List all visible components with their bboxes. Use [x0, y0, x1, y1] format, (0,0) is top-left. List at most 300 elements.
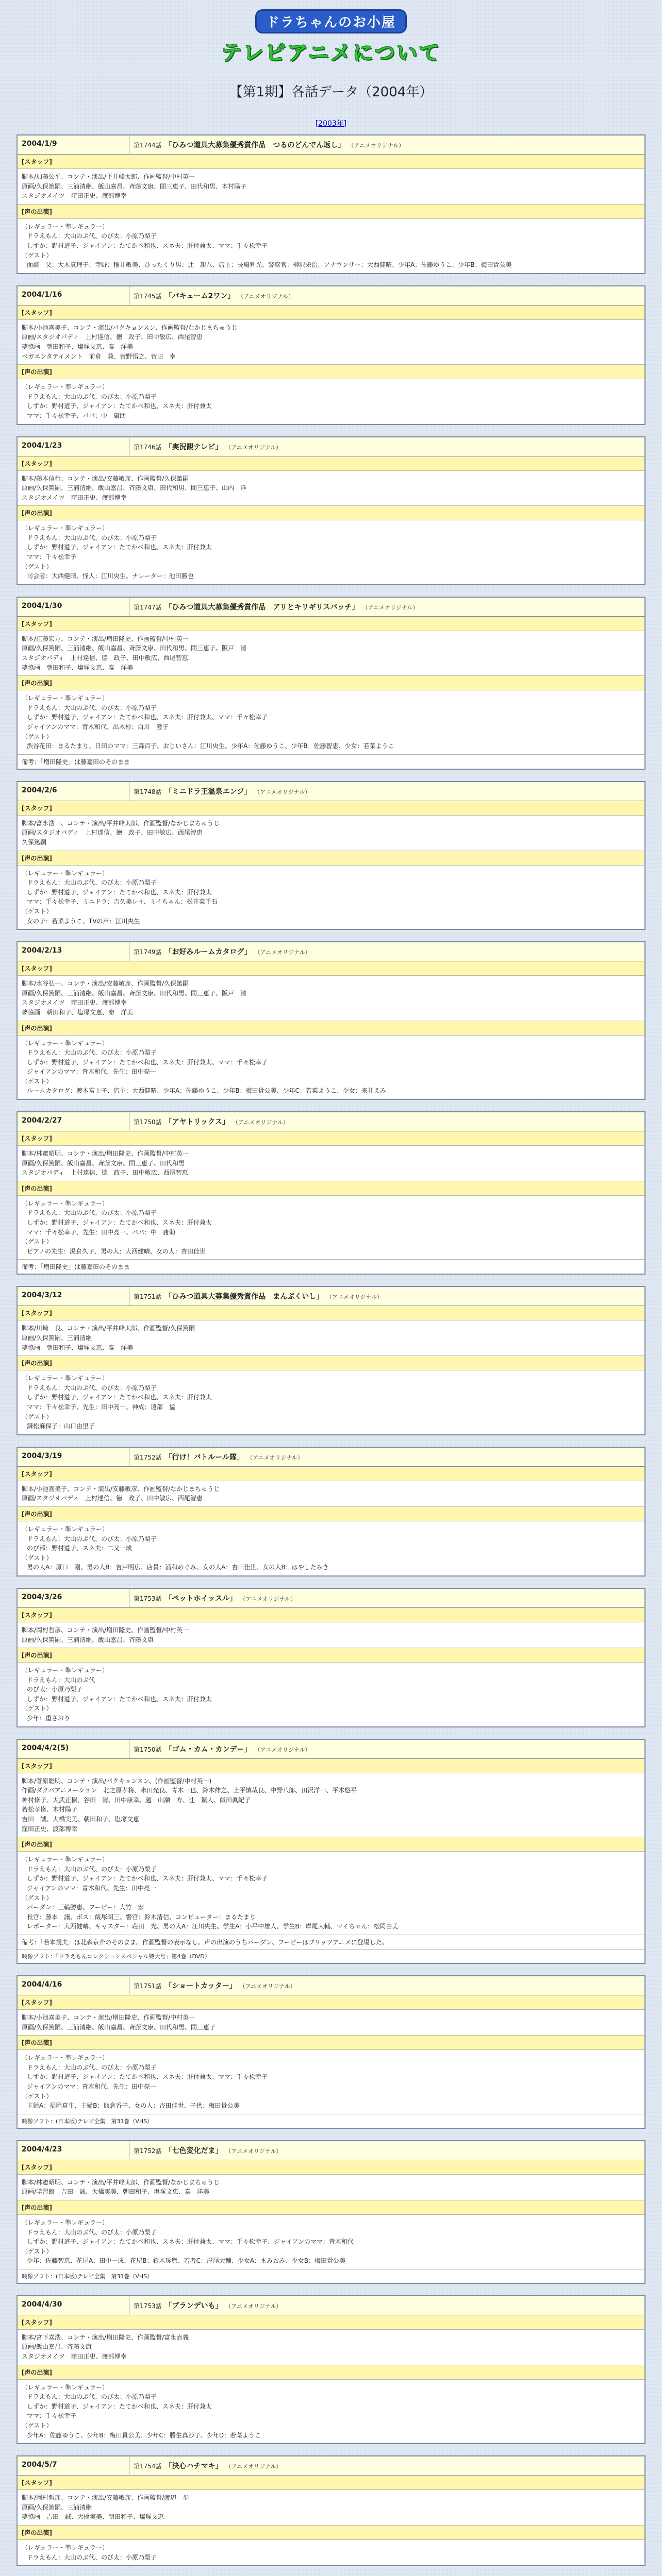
cast-line: 主婦A：福岡真生、主婦B：熊倉香子、女の人：杏田佳世、子供：梅田貴公美	[27, 2102, 240, 2110]
staff-section-label: [スタッフ]	[18, 1608, 644, 1622]
episode-note: 備考：「増田隆史」は藤嘉田のそのまま	[22, 1263, 130, 1271]
staff-list	[18, 320, 644, 365]
cast-list	[18, 2050, 644, 2114]
episode-date: 2004/1/30	[18, 598, 129, 616]
staff-list	[18, 1622, 644, 1648]
cast-line: しずか：野村道子、ジャイアン：たてかべ和也、スネ夫：肝付兼太、ママ：千々松幸子	[27, 1875, 268, 1883]
cast-line: ドラえもん：大山のぶ代、のび太：小原乃梨子	[27, 2228, 157, 2236]
cast-line: ジャイアンのママ：青木和代、先生：田中亮一	[27, 1068, 156, 1076]
cast-list	[18, 1521, 644, 1575]
episode-title-cell	[129, 1740, 644, 1758]
cast-line: ドラえもん：大山のぶ代、のび太：小原乃梨子	[27, 2553, 157, 2561]
staff-line: 原画/久保篤嗣、三浦清継	[22, 1334, 92, 1342]
cast-section-label: [声の出演]	[18, 851, 644, 866]
cast-section-label: [声の出演]	[18, 365, 644, 379]
episode-date: 2004/4/16	[18, 1976, 129, 1995]
logo-main-text: テレビアニメについて	[221, 41, 441, 65]
cast-line: ママ：千々松幸子、パパ：中 庸助	[27, 412, 126, 419]
staff-list	[18, 169, 644, 205]
staff-list	[18, 2175, 644, 2200]
staff-line: 原画/スタジオパディ 上村達信、徳 政子、田中敏広、西尾智恵	[22, 333, 203, 341]
cast-list	[18, 1370, 644, 1434]
episode-header	[18, 1976, 644, 1995]
cast-list	[18, 866, 644, 929]
cast-line: 鎌松麻保子：山口由里子	[27, 1422, 95, 1430]
episode-source-tag: （アニメオリジナル）	[225, 444, 282, 451]
staff-list	[18, 976, 644, 1021]
staff-line: スタジオパディ 上村達信、徳 政子、田中敏広、西尾智恵	[22, 654, 188, 662]
cast-line: ドラえもん：大山のぶ代、のび太：小原乃梨子	[27, 1209, 157, 1217]
staff-line: 脚本/小池喜美子、コンテ・演出/増田隆史、作画監督/中村英一	[22, 2013, 195, 2021]
episode-number: 第1744話	[134, 142, 162, 149]
cast-line: ドラえもん：大山のぶ代、のび太：小原乃梨子	[27, 2393, 157, 2401]
episode-title: 「ブランデいも」	[164, 2301, 223, 2310]
staff-line: 夢協画 吉田 誠、大橋実美、朝田和子、塩塚文恵	[22, 2513, 164, 2521]
episode-block	[16, 2295, 646, 2444]
cast-line: ドラえもん：大山のぶ代、のび太：小原乃梨子	[27, 1535, 157, 1543]
staff-line: 原画/久保篤嗣、三浦清継、飯山嘉昌、斉藤文康、田代和男、間三恵子、阪戸 清	[22, 645, 247, 652]
episode-header	[18, 1112, 644, 1131]
staff-list	[18, 1481, 644, 1507]
cast-section-label: [声の出演]	[18, 676, 644, 690]
cast-line: （ゲスト）	[22, 1705, 53, 1713]
cast-list	[18, 1852, 644, 1935]
episode-title-cell	[129, 1448, 644, 1466]
episode-number: 第1746話	[134, 443, 162, 451]
staff-line: 原画/久保篤嗣、三浦清継	[22, 2503, 92, 2511]
cast-line: ドラえもん：大山のぶ代、のび太：小原乃梨子	[27, 534, 157, 541]
cast-line: ジャイアンのママ：青木和代、先生：田中亮一	[27, 2082, 156, 2090]
episode-header	[18, 2296, 644, 2315]
episode-title-cell	[129, 598, 644, 616]
episode-title-cell	[129, 1976, 644, 1995]
episode-number: 第1753話	[134, 2302, 162, 2310]
episode-title-cell	[129, 437, 644, 456]
staff-list	[18, 631, 644, 676]
cast-line: （ゲスト）	[22, 2247, 53, 2255]
cast-line: ドラえもん：大山のぶ代、のび太：小原乃梨子	[27, 1384, 157, 1392]
cast-section-label: [声の出演]	[18, 2200, 644, 2215]
episode-title-cell	[129, 1112, 644, 1131]
cast-list	[18, 2380, 644, 2444]
cast-list	[18, 1036, 644, 1099]
episode-date: 2004/1/23	[18, 437, 129, 456]
staff-section-label: [スタッフ]	[18, 2476, 644, 2490]
episode-title: 「ゴム・カム・カンデー」	[164, 1745, 252, 1754]
cast-line: （ゲスト）	[22, 563, 53, 570]
cast-list	[18, 690, 644, 755]
cast-line: （ゲスト）	[22, 1554, 53, 1562]
cast-line: しずか：野村道子、ジャイアン：たてかべ和也、スネ夫：肝付兼太	[27, 1695, 212, 1703]
staff-list	[18, 1320, 644, 1356]
cast-line: ドラえもん：大山のぶ代、のび太：小原乃梨子	[27, 393, 157, 400]
site-logo[interactable]	[16, 0, 646, 65]
staff-line: スタジオメイツ 窪田正史、渡部博幸	[22, 494, 127, 501]
staff-line: スタジオメイツ 窪田正史、渡部博幸	[22, 192, 127, 200]
episode-block	[16, 1588, 646, 1727]
cast-section-label: [声の出演]	[18, 1507, 644, 1521]
episode-source-tag: （アニメオリジナル）	[362, 604, 419, 611]
episode-block	[16, 1447, 646, 1577]
staff-line: スタジオパディ 上村達信、徳 政子、田中敏広、西尾智恵	[22, 1169, 188, 1177]
episode-title-cell	[129, 135, 644, 154]
cast-section-label: [声の出演]	[18, 1648, 644, 1663]
media-release-note: 映像ソフト：「ドラえもんコレクションスペシャル特大号」第4巻（DVD）	[22, 1953, 210, 1960]
episode-number: 第1745話	[134, 292, 162, 300]
episode-source-tag: （アニメオリジナル）	[225, 2147, 282, 2155]
cast-line: 司会者：大西健晴、怪人：江川央生、ナレーター：池田勝也	[27, 572, 194, 580]
staff-line: 脚本/水谷弘一、コンテ・演出/安藤敏彦、作画監督/久保篤嗣	[22, 980, 189, 988]
cast-list	[18, 379, 644, 423]
staff-line: 脚本/岡村哲彦、コンテ・演出/安藤敏彦、作画監督/渡辺 歩	[22, 2494, 189, 2502]
cast-line: ママ：千々松幸子、ミニドラ：吉久美レイ、ミイちゃん：松井菜千石	[27, 898, 218, 906]
episode-source-tag: （アニメオリジナル）	[225, 2302, 282, 2310]
cast-line: ママ：千々松幸子、先生：田中亮一、パパ：中 庸助	[27, 1228, 176, 1236]
cast-list	[18, 219, 644, 273]
episode-title-cell	[129, 286, 644, 305]
staff-line: 原画/久保篤嗣、三浦清継、飯山嘉昌、斉藤文康、田代和男、間三恵子、阪戸 清	[22, 989, 247, 997]
cast-line: （レギュラー・準レギュラー）	[22, 2218, 109, 2226]
staff-line: 原画/久保篤嗣、三浦清継、飯山嘉昌、斉藤文康、間三恵子、田代和男、木村陽子	[22, 182, 247, 190]
episode-date: 2004/1/9	[18, 135, 129, 154]
episode-source-tag: （アニメオリジナル）	[254, 1746, 311, 1753]
episode-header	[18, 782, 644, 801]
episode-header	[18, 2141, 644, 2160]
page	[16, 0, 646, 2566]
episode-title: 「行け！バトルール隊」	[164, 1453, 244, 1462]
staff-section-label: [スタッフ]	[18, 2315, 644, 2330]
cast-line: （レギュラー・準レギュラー）	[22, 1525, 109, 1533]
cast-line: ジャイアンのママ：青木和代、先生：田中亮一	[27, 1885, 156, 1892]
episode-block	[16, 436, 646, 585]
staff-section-label: [スタッフ]	[18, 1467, 644, 1481]
cast-line: （ゲスト）	[22, 1238, 53, 1246]
cast-line: （ゲスト）	[22, 251, 53, 259]
cast-line: しずか：野村道子、ジャイアン：たてかべ和也、スネ夫：肝付兼太、ママ：千々松幸子	[27, 714, 268, 721]
episode-title: 「アヤトリックス」	[164, 1118, 229, 1127]
year-link-2003[interactable]: [2003年]	[315, 120, 347, 128]
staff-section-label: [スタッフ]	[18, 1759, 644, 1773]
staff-line: スタジオメイツ 窪田正史、渡部博幸	[22, 2353, 127, 2361]
episode-number: 第1749話	[134, 948, 162, 956]
staff-line: 脚本/小池喜美子、コンテ・演出/パクキョンスン、作画監督/なかじまちゅうじ	[22, 324, 238, 331]
episode-note: 備考：「増田隆史」は藤嘉田のそのまま	[22, 758, 130, 766]
episode-block	[16, 1975, 646, 2129]
episode-source-tag: （アニメオリジナル）	[254, 788, 311, 795]
cast-line: （ゲスト）	[22, 2092, 53, 2100]
staff-section-label: [スタッフ]	[18, 1306, 644, 1320]
episode-title: 「ひみつ道具大募集優秀賞作品 まんぷくいし」	[164, 1293, 324, 1301]
cast-line: しずか：野村道子、ジャイアン：たてかべ和也、スネ夫：肝付兼太	[27, 1219, 212, 1227]
cast-list	[18, 1196, 644, 1260]
cast-line: 少年A：佐藤ゆうこ、少年B：梅田貴公美、少年C：勝生真沙子、少年D：若菜ようこ	[27, 2431, 261, 2439]
episode-header	[18, 1740, 644, 1759]
episode-list	[16, 134, 646, 2566]
episode-block	[16, 597, 646, 770]
staff-line: 夢協画 朝田和子、塩塚文恵、秦 洋美	[22, 1008, 134, 1016]
cast-line: （レギュラー・準レギュラー）	[22, 1199, 109, 1207]
episode-date: 2004/2/27	[18, 1112, 129, 1131]
cast-line: （レギュラー・準レギュラー）	[22, 2054, 109, 2062]
staff-section-label: [スタッフ]	[18, 801, 644, 816]
staff-line: 窪田正史、渡部博幸	[22, 1825, 78, 1833]
staff-list	[18, 471, 644, 506]
staff-list	[18, 2330, 644, 2365]
cast-line: （レギュラー・準レギュラー）	[22, 869, 109, 877]
staff-line: 吉田 誠、大橋実美、朝田和子、塩塚文恵	[22, 1816, 140, 1823]
cast-line: ピアノの先生：湯倉久子、男の人：大西健晴、女の人：杏田佳世	[27, 1247, 206, 1255]
cast-list	[18, 1663, 644, 1726]
episode-block	[16, 2455, 646, 2566]
episode-header	[18, 437, 644, 456]
episode-date: 2004/3/19	[18, 1448, 129, 1466]
staff-line: 久保篤嗣	[22, 838, 47, 846]
staff-line: 脚本/富永浩一、コンテ・演出/平井峰太郎、作画監督/なかじまちゅうじ	[22, 819, 220, 827]
cast-section-label: [声の出演]	[18, 1837, 644, 1852]
staff-section-label: [スタッフ]	[18, 961, 644, 976]
cast-line: ドラえもん：大山のぶ代、のび太：小原乃梨子	[27, 1865, 157, 1873]
cast-section-label: [声の出演]	[18, 1181, 644, 1196]
episode-date: 2004/1/16	[18, 286, 129, 305]
staff-section-label: [スタッフ]	[18, 2160, 644, 2175]
staff-line: 夢協画 朝田和子、塩塚文恵、秦 洋美	[22, 1344, 134, 1351]
staff-line: 神村修子、大武正樹、谷田 清、田中康幸、越 山瀬 方、辻 繁人、飯田眞紀子	[22, 1796, 251, 1804]
cast-line: 女の子：若菜ようこ、TVの声：江川央生	[27, 917, 140, 925]
episode-block	[16, 134, 646, 274]
staff-line: 作画/ダクバアニメーション 北之原孝将、米田光良、青木一也、鈴木伸之、上平慎哉良、中野八郎、田沢洋一、平木悠平	[22, 1787, 357, 1794]
staff-section-label: [スタッフ]	[18, 1131, 644, 1146]
cast-line: （レギュラー・準レギュラー）	[22, 524, 109, 532]
cast-line: しずか：野村道子、ジャイアン：たてかべ和也、スネ夫：肝付兼太	[27, 1394, 212, 1401]
staff-line: 脚本/林憲昭明、コンテ・演出/増田隆史、作画監督/中村英一	[22, 1150, 189, 1158]
cast-line: （レギュラー・準レギュラー）	[22, 2383, 109, 2391]
cast-line: しずか：野村道子、ジャイアン：たてかべ和也、スネ夫：肝付兼太、ママ：千々松幸子、ジャイアンのママ：青木和代	[27, 2238, 354, 2246]
staff-line: 脚本/小池喜美子、コンテ・演出/安藤敏彦、作画監督/なかじまちゅうじ	[22, 1485, 220, 1493]
episode-block	[16, 781, 646, 930]
staff-line: 原画/久保篤嗣、三浦清継、飯山嘉昌、斉藤文康	[22, 1636, 154, 1643]
cast-line: （ゲスト）	[22, 1077, 53, 1085]
cast-list	[18, 2215, 644, 2269]
cast-line: ドラえもん：大山のぶ代、のび太：小原乃梨子	[27, 704, 157, 711]
staff-line: 脚本/岡村哲彦、コンテ・演出/増田隆史、作画監督/中村英一	[22, 1626, 189, 1634]
cast-line: バーダン：三輪勝恵、フーピー：大竹 宏	[27, 1904, 144, 1911]
episode-title-cell	[129, 1589, 644, 1607]
cast-line: （ゲスト）	[22, 2422, 53, 2430]
episode-date: 2004/2/6	[18, 782, 129, 801]
staff-list	[18, 1146, 644, 1181]
episode-number: 第1750話	[134, 1745, 162, 1753]
episode-date: 2004/3/12	[18, 1287, 129, 1306]
episode-header	[18, 286, 644, 306]
cast-line: ドラえもん：大山のぶ代、のび太：小原乃梨子	[27, 232, 157, 240]
episode-header	[18, 598, 644, 617]
cast-line: 少年：重さおり	[27, 1715, 71, 1722]
staff-line: 脚本/川崎 良、コンテ・演出/平井峰太郎、作画監督/久保篤嗣	[22, 1325, 195, 1332]
episode-title-cell	[129, 1287, 644, 1306]
cast-line: ママ：千々松幸子、先生：田中亮一、神成：遠部 猛	[27, 1403, 176, 1411]
staff-line: 若松孝修、木村陽子	[22, 1806, 78, 1814]
staff-line: 脚本/菅原聡明、コンテ・演出/パクキョンスン、(作画監督/中村英一)	[22, 1777, 212, 1785]
episode-block	[16, 1286, 646, 1435]
cast-line: ママ：千々松幸子	[27, 553, 77, 561]
cast-line: しずか：野村道子、ジャイアン：たてかべ和也、スネ夫：肝付兼太、ママ：千々松幸子	[27, 2073, 268, 2081]
episode-source-tag: （アニメオリジナル）	[254, 949, 311, 956]
cast-line: のび部：野村道子、スネ夫：二又一成	[27, 1545, 133, 1552]
cast-line: （ゲスト）	[22, 733, 53, 740]
episode-title-cell	[129, 942, 644, 961]
episode-source-tag: （アニメオリジナル）	[326, 1294, 383, 1301]
cast-line: のび太：小原乃梨子	[27, 1686, 83, 1693]
episode-block	[16, 1111, 646, 1275]
staff-section-label: [スタッフ]	[18, 1995, 644, 2010]
media-release-note: 映像ソフト：(日本版)テレビ全集 第31巻（VHS）	[22, 2273, 153, 2280]
cast-line: ドラえもん：大山のぶ代、のび太：小原乃梨子	[27, 879, 157, 887]
episode-number: 第1748話	[134, 788, 162, 795]
cast-list	[18, 520, 644, 584]
page-title: 【第1期】各話データ（2004年）	[229, 84, 433, 100]
episode-title: 「お好みルームカタログ」	[164, 948, 252, 957]
cast-section-label: [声の出演]	[18, 1021, 644, 1036]
cast-line: しずか：野村道子、ジャイアン：たてかべ和也、スネ夫：肝付兼太	[27, 544, 212, 551]
cast-section-label: [声の出演]	[18, 506, 644, 520]
staff-line: 原画/学習館 吉田 誠、大橋実美、朝田和子、塩塚文恵、秦 洋美	[22, 2188, 210, 2196]
staff-section-label: [スタッフ]	[18, 456, 644, 471]
episode-number: 第1753話	[134, 1595, 162, 1602]
cast-line: （レギュラー・準レギュラー）	[22, 383, 109, 391]
episode-title-cell	[129, 2141, 644, 2160]
episode-block	[16, 1739, 646, 1964]
cast-line: （レギュラー・準レギュラー）	[22, 1039, 109, 1047]
staff-section-label: [スタッフ]	[18, 617, 644, 631]
cast-line: 長官：藤本 譲、ボス：飯塚昭三、警官：鈴木清信、コンピューター：まるたまり	[27, 1913, 256, 1921]
staff-line: 脚本/林憲昭明、コンテ・演出/平井峰太郎、作画監督/なかじまちゅうじ	[22, 2178, 220, 2186]
staff-line: 脚本/加藤公平、コンテ・演出/平井峰太郎、作画監督/中村英一	[22, 173, 195, 180]
episode-header	[18, 135, 644, 155]
staff-line: ベガエンタテイメント 前倉 兼、菅野悟之、菅田 幸	[22, 352, 176, 360]
episode-title: 「ミニドラ王温泉エンジ」	[164, 787, 252, 796]
logo-top-text: ドラちゃんのお小屋	[255, 9, 407, 33]
episode-title: 「七色変化だま」	[164, 2146, 223, 2155]
episode-title: 「実況観テレビ」	[164, 443, 223, 451]
staff-section-label: [スタッフ]	[18, 306, 644, 320]
episode-header	[18, 1287, 644, 1306]
cast-section-label: [声の出演]	[18, 2036, 644, 2050]
cast-line: （レギュラー・準レギュラー）	[22, 2544, 109, 2551]
cast-line: ジャイアンのママ：青木和代、出木杉：白川 澄子	[27, 723, 169, 731]
episode-number: 第1751話	[134, 1982, 162, 1990]
cast-line: （レギュラー・準レギュラー）	[22, 223, 109, 230]
staff-line: 脚本/江藤宏方、コンテ・演出/増田隆史、作画監督/中村英一	[22, 635, 189, 642]
episode-note: 備考：「若本規夫」は北森京介のそのまま。作画監督の表示なし。声の出演のうちバーダン、フーピーはブリッツアニメに登場した。	[18, 1935, 644, 1950]
episode-header	[18, 2456, 644, 2476]
cast-line: ルームカタログ：渡本富士子、店主：大西健晴、少年A：佐藤ゆうこ、少年B：梅田貴公美、少年C：若菜ようこ、少女：来井えみ	[27, 1087, 386, 1095]
cast-section-label: [声の出演]	[18, 2365, 644, 2380]
cast-line: （レギュラー・準レギュラー）	[22, 1667, 109, 1674]
cast-line: ママ：千々松幸子	[27, 2412, 77, 2420]
episode-title: 「ペットホイッスル」	[164, 1594, 237, 1603]
cast-list	[18, 2540, 644, 2565]
staff-line: 脚本/藤本信行、コンテ・演出/安藤敏彦、作画監督/久保篤嗣	[22, 474, 189, 482]
staff-line: 原画/久保篤嗣、三浦清継、飯山嘉昌、斉藤文康、田代和男、間三恵子、山内 洋	[22, 484, 247, 492]
cast-line: ドラえもん：大山のぶ代、のび太：小原乃梨子	[27, 1049, 157, 1057]
episode-title: 「ひみつ道具大募集優秀賞作品 アリとキリギリスバッチ」	[164, 603, 359, 612]
episode-source-tag: （アニメオリジナル）	[348, 142, 405, 149]
episode-title: 「ひみつ道具大募集優秀賞作品 つるのどんでん返し」	[164, 141, 345, 149]
cast-line: （ゲスト）	[22, 1413, 53, 1420]
cast-section-label: [声の出演]	[18, 2526, 644, 2540]
cast-line: 渋谷花田：まるたまり、日田のママ：三森百子、おじいさん：江川央生、少年A：佐藤ゆうこ、少年B：佐藤智恵、少女：若菜ようこ	[27, 742, 394, 750]
episode-source-tag: （アニメオリジナル）	[238, 293, 294, 300]
episode-block	[16, 285, 646, 425]
staff-line: 原画/飯山嘉昌、斉藤文康	[22, 2343, 92, 2351]
staff-list	[18, 816, 644, 851]
episode-title-cell	[129, 782, 644, 801]
cast-line: しずか：野村道子、ジャイアン：たてかべ和也、スネ夫：肝付兼太、ママ：千々松幸子	[27, 1058, 268, 1066]
staff-line: 夢協画 朝田和子、塩塚文恵、秦 洋美	[22, 343, 134, 350]
staff-line: 原画/久保篤嗣、三浦清継、飯山嘉昌、斉藤文康、田代和男、間三恵子	[22, 2023, 216, 2031]
episode-title: 「決心ハチマキ」	[164, 2462, 223, 2471]
episode-block	[16, 2140, 646, 2284]
episode-title-cell	[129, 2456, 644, 2475]
media-release-note: 映像ソフト：(日本版)テレビ全集 第31巻（VHS）	[22, 2117, 153, 2125]
staff-list	[18, 2010, 644, 2036]
episode-source-tag: （アニメオリジナル）	[240, 1595, 296, 1602]
episode-source-tag: （アニメオリジナル）	[239, 1982, 296, 1990]
staff-list	[18, 2490, 644, 2526]
episode-number: 第1754話	[134, 2463, 162, 2470]
staff-line: 夢協画 朝田和子、塩塚文恵、秦 洋美	[22, 664, 134, 671]
episode-number: 第1752話	[134, 1453, 162, 1461]
episode-source-tag: （アニメオリジナル）	[225, 2463, 282, 2470]
episode-date: 2004/4/2(5)	[18, 1740, 129, 1758]
episode-source-tag: （アニメオリジナル）	[247, 1454, 303, 1461]
cast-line: （ゲスト）	[22, 907, 53, 915]
cast-line: レポーター：大西健晴、キャスター：荘田 光、男の人A：江川央生、学生A：小平中雄人、学生B：岸尾大輔、マイちゃん：松岡由美	[27, 1923, 399, 1930]
cast-section-label: [声の出演]	[18, 205, 644, 219]
staff-line: 脚本/宮下喜浩、コンテ・演出/増田隆史、作画監督/富永貞義	[22, 2333, 189, 2341]
cast-line: （ゲスト）	[22, 1894, 53, 1902]
cast-section-label: [声の出演]	[18, 1356, 644, 1370]
episode-header	[18, 1448, 644, 1467]
staff-line: 原画/久保篤嗣、飯山嘉昌、斉藤文康、間三恵子、田代和男	[22, 1159, 185, 1167]
cast-line: しずか：野村道子、ジャイアン：たてかべ和也、スネ夫：肝付兼太	[27, 888, 212, 896]
episode-number: 第1751話	[134, 1293, 162, 1301]
episode-date: 2004/2/13	[18, 942, 129, 961]
episode-title: 「パキューム2ワン」	[164, 292, 235, 300]
cast-line: しずか：野村道子、ジャイアン：たてかべ和也、スネ夫：肝付兼太	[27, 2402, 212, 2410]
staff-list	[18, 1773, 644, 1838]
episode-title: 「ショートカッター」	[164, 1981, 237, 1990]
episode-date: 2004/4/30	[18, 2296, 129, 2315]
staff-line: 原画/スタジオパディ 上村達信、徳 政子、田中敏広、西尾智恵	[22, 829, 203, 837]
cast-line: 面談 父：大木真理子、寺野：稲井敏美、ひったくり男：辻 親八、店主：長嶋利光、警察官：柳沢栄治、アナウンサー：大西健晴、少年A：佐藤ゆうこ、少年B：梅田貴公美	[27, 261, 512, 269]
cast-line: （レギュラー・準レギュラー）	[22, 1856, 109, 1863]
episode-date: 2004/3/26	[18, 1589, 129, 1607]
cast-line: （レギュラー・準レギュラー）	[22, 694, 109, 702]
episode-number: 第1747話	[134, 603, 162, 611]
cast-line: しずか：野村道子、ジャイアン：たてかべ和也、スネ夫：肝付兼太	[27, 402, 212, 410]
cast-line: 男の人A：原口 剛、男の人B：吉戸明広、店員：浦和めぐみ、女の人A：杏田佳世、女の人B：はやしたみき	[27, 1564, 329, 1571]
episode-block	[16, 941, 646, 1100]
staff-section-label: [スタッフ]	[18, 155, 644, 169]
cast-line: ドラえもん：大山のぶ代、のび太：小原乃梨子	[27, 2063, 157, 2071]
episode-source-tag: （アニメオリジナル）	[232, 1119, 289, 1126]
episode-number: 第1750話	[134, 1118, 162, 1126]
staff-line: スタジオメイツ 窪田正史、渡部博幸	[22, 999, 127, 1007]
cast-line: 少年：佐藤智恵、花屋A：田中一成、花屋B：鈴木琢磨、若者C：岸尾大輔、少女A：まみおみ、少女B：梅田貴公美	[27, 2257, 345, 2265]
episode-number: 第1752話	[134, 2147, 162, 2155]
episode-header	[18, 942, 644, 961]
